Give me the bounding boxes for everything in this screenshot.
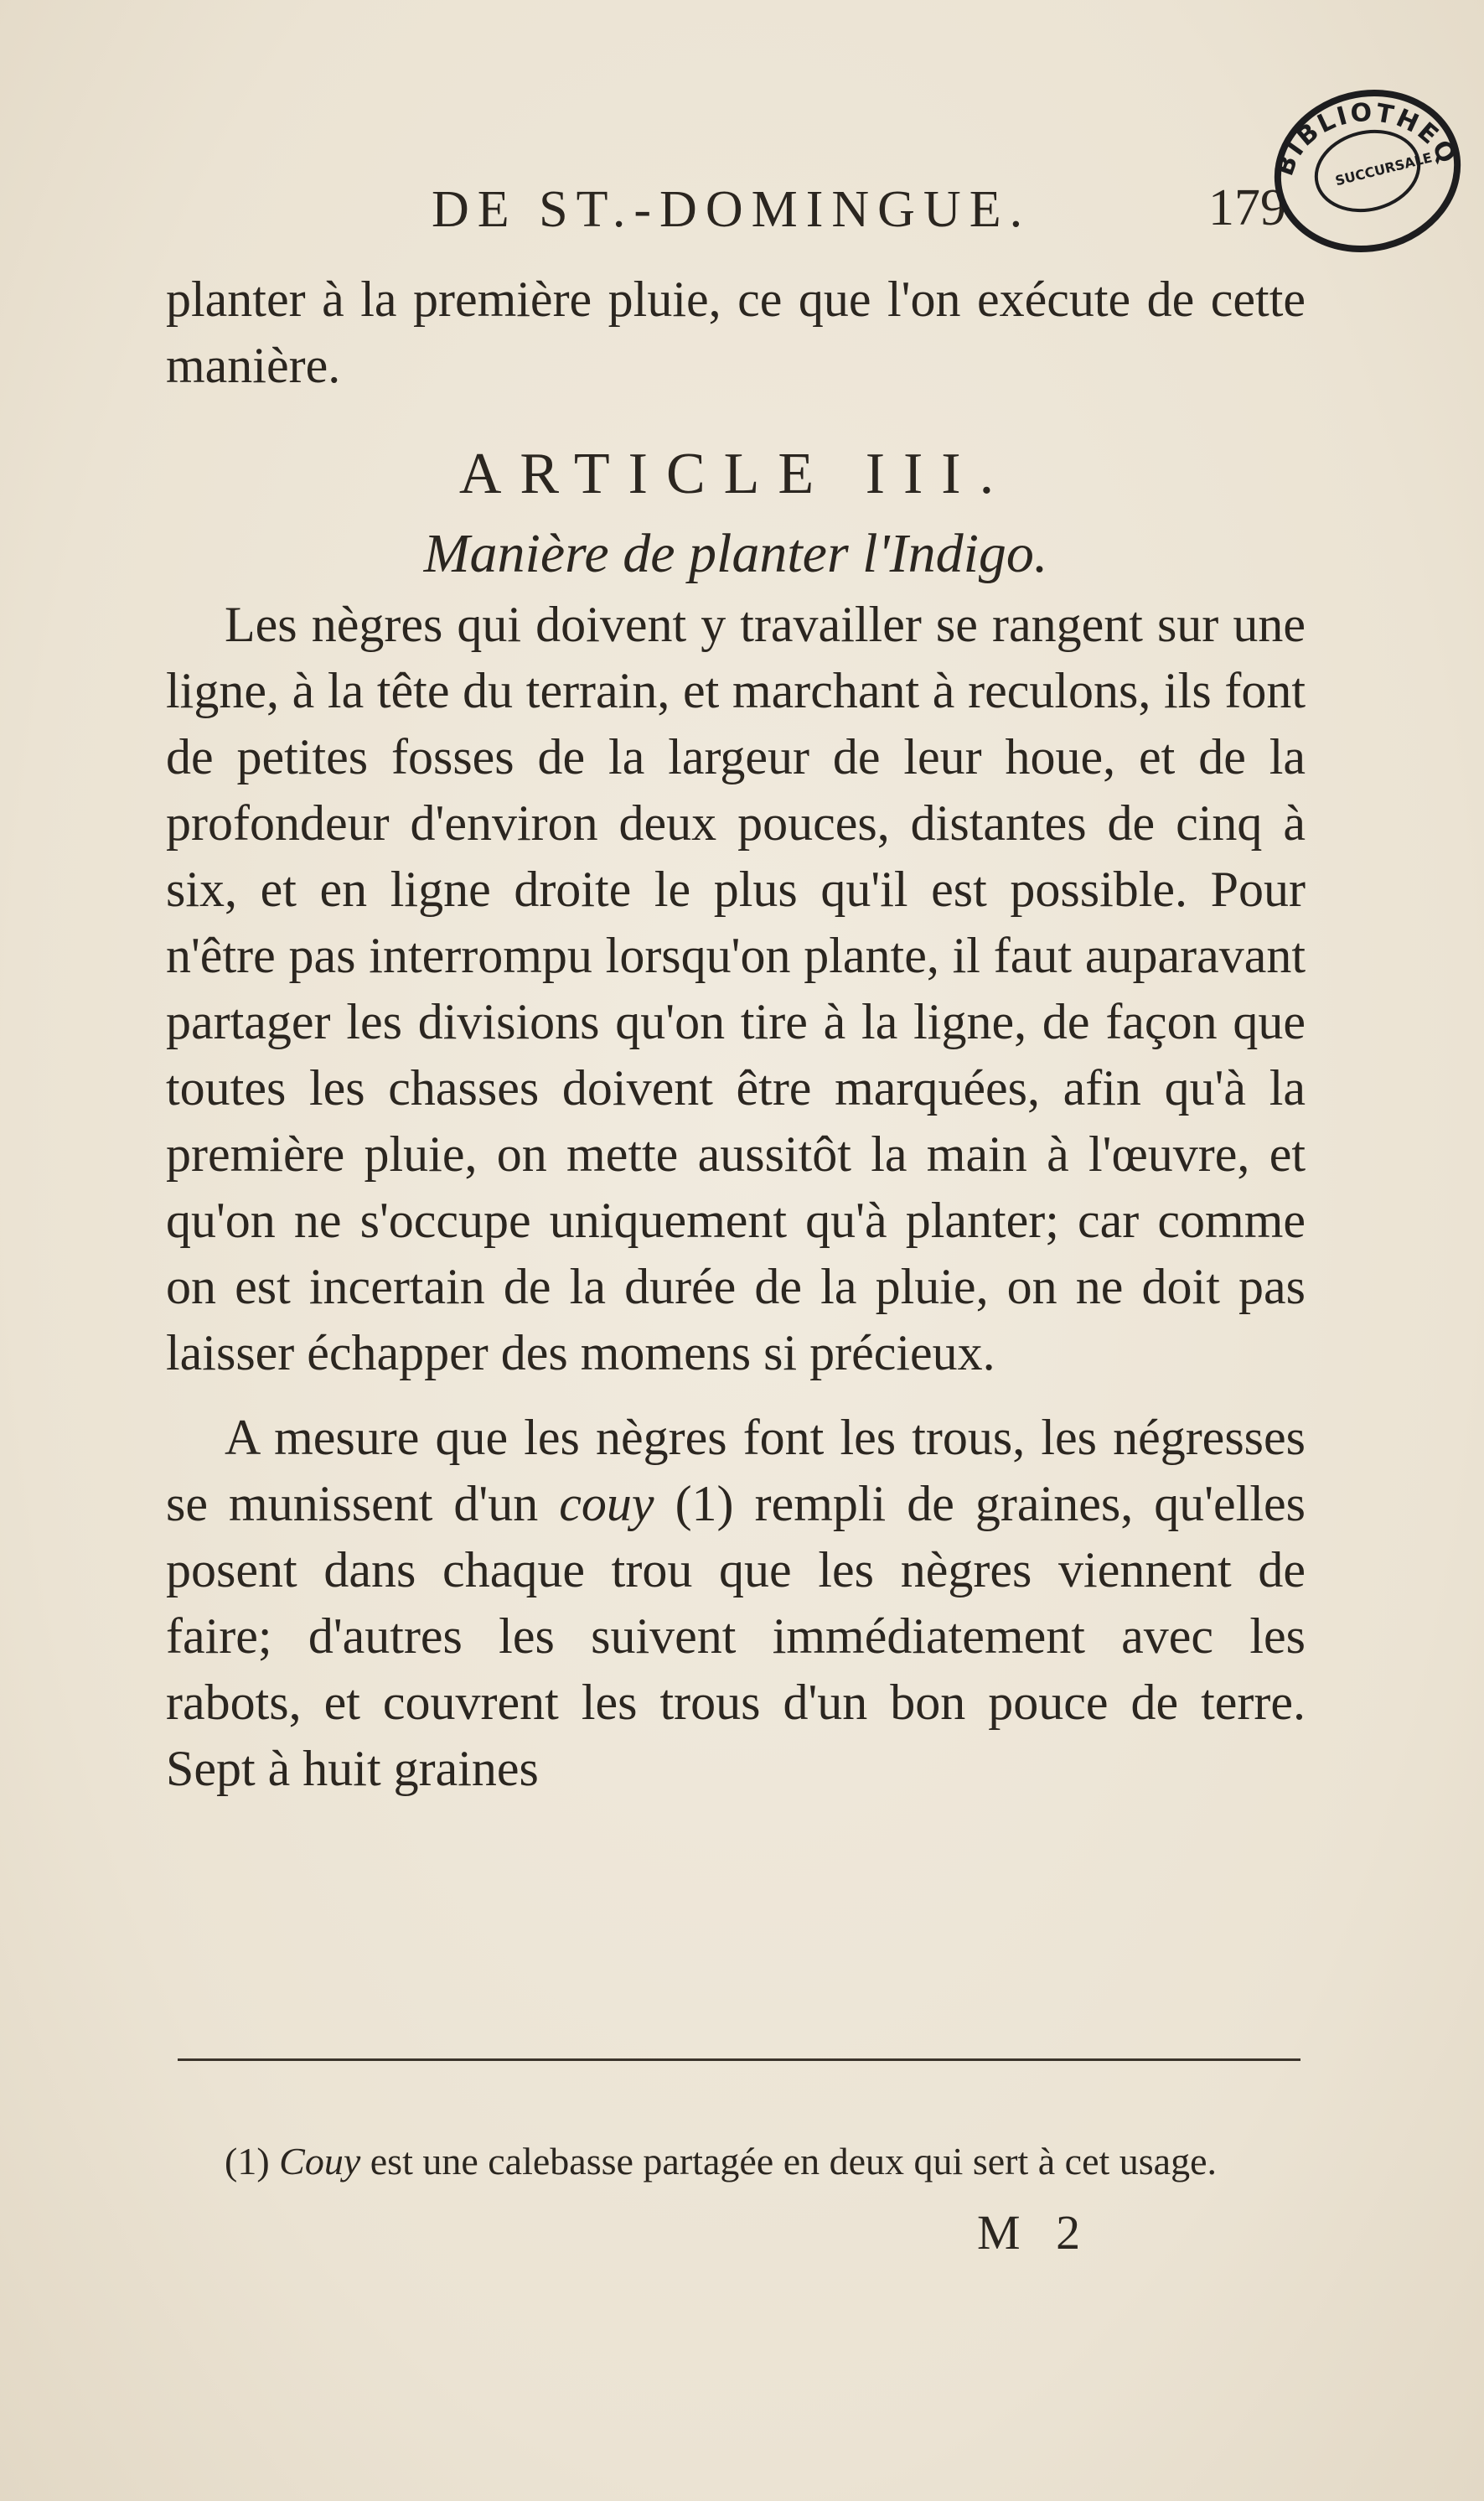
article-heading: ARTICLE III. — [458, 442, 1013, 506]
footnote — [178, 2134, 1300, 2189]
stamp-middle-text: SUCCURSALE — [1333, 149, 1434, 189]
italic-term-couy: couy — [559, 1476, 654, 1531]
intro-line: planter à la première pluie, ce que l'on exécute de cette manière. — [166, 272, 1306, 393]
stamp-top-text: BIBLIOTHEQ — [1269, 97, 1463, 180]
paragraph-1: Les nègres qui doivent y travailler se rangent sur une ligne, à la tête du terrain, et marchant à reculons, ils font de petites fosses de la largeur de leur houe, et de la profondeur d'environ deux pouces, distantes de cinq à six, et en ligne droite le plus qu'il est possible. Pour n'être pas interrompu lorsqu'on plante, il faut auparavant partager les divisions qu'on tire à la ligne, de façon que toutes les chasses doivent être marquées, afin qu'à la première pluie, on mette aussitôt la main à l'œuvre, et qu'on ne s'occupe uniquement qu'à planter; car comme on est incertain de la durée de la pluie, on ne doit pas laisser échapper des momens si précieux. — [166, 597, 1306, 1380]
library-stamp — [1265, 77, 1466, 253]
running-head: DE ST.-DOMINGUE. — [432, 181, 1032, 238]
footnote-reference: (1) — [675, 1476, 734, 1531]
footnote-term: Couy — [279, 2140, 361, 2183]
page-number: 179 — [1208, 179, 1286, 236]
paragraph-2 — [166, 1405, 1306, 1802]
stamp-oval-icon — [1265, 77, 1466, 253]
footnote-text: est une calebasse partagée en deux qui sert à cet usage. — [370, 2140, 1217, 2183]
signature-mark: M 2 — [977, 2205, 1093, 2260]
main-text — [166, 267, 1306, 1802]
paragraph-2-start: A mesure que les nègres font les trous, les négresses se munissent d'un — [166, 1410, 1306, 1531]
article-subheading: Manière de planter l'Indigo. — [423, 523, 1048, 584]
footnote-divider — [178, 2058, 1300, 2061]
paragraph-2-end: rempli de graines, qu'elles posent dans chaque trou que les nègres viennent de faire; d'autres les suivent immédiatement avec les rabots, et couvrent les trous d'un bon pouce de terre. Sept à huit graines — [166, 1476, 1306, 1796]
page-header — [381, 180, 1286, 239]
footnote-marker: (1) — [225, 2140, 270, 2183]
